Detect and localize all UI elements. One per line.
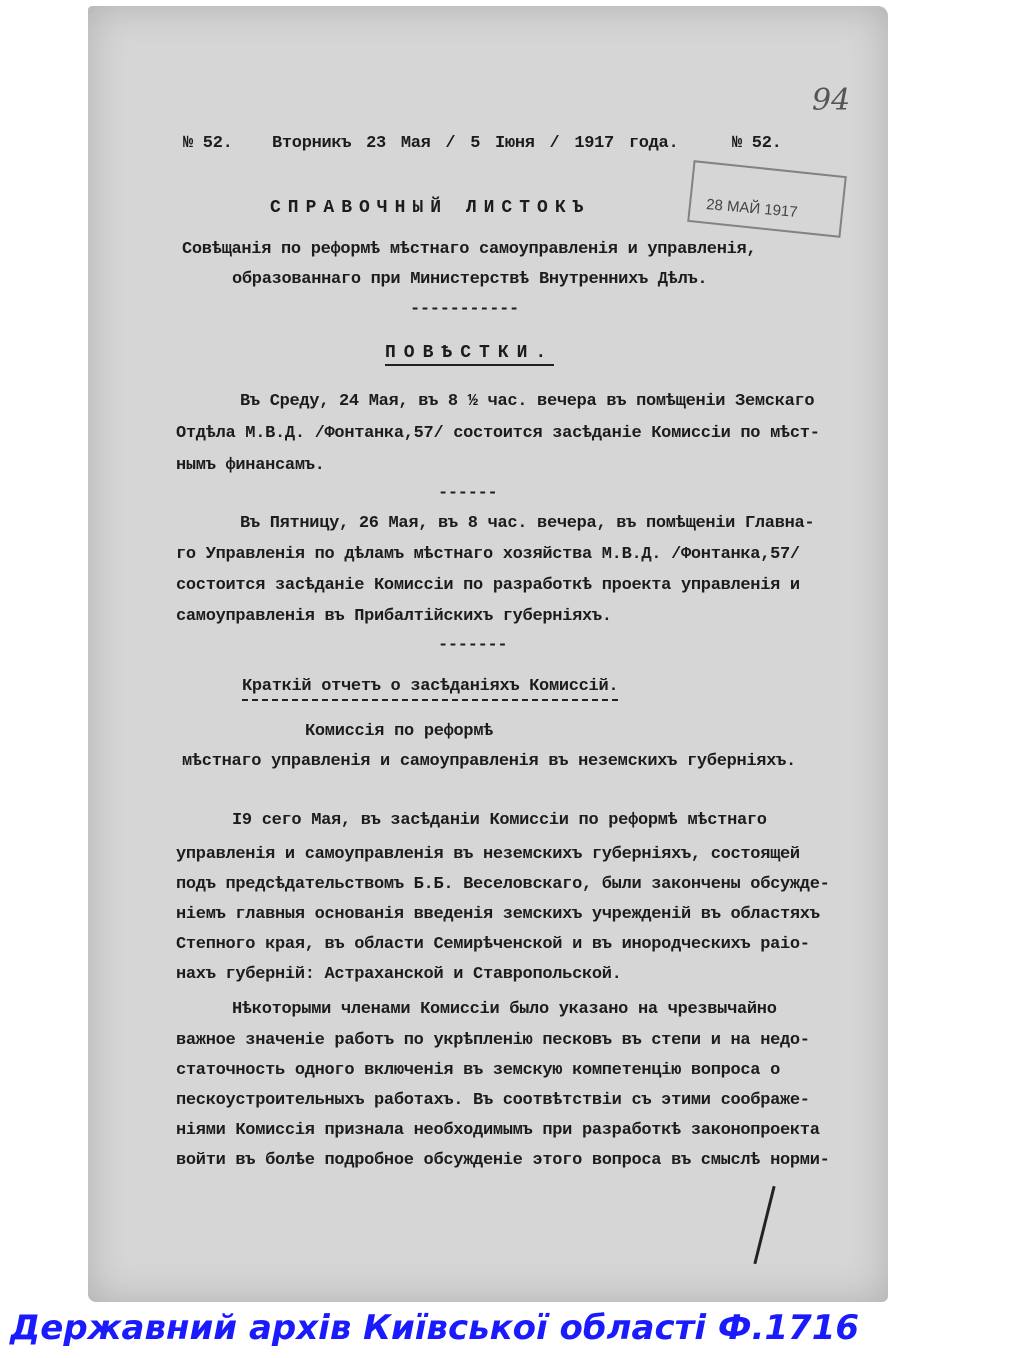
para1-line: нымъ финансамъ. — [176, 456, 325, 475]
subtitle-line-2: образованнаго при Министерствѣ Внутреннихъ Дѣлъ. — [232, 270, 708, 289]
para3-line: Степного края, въ области Семирѣченской и въ инородческихъ раіо- — [176, 935, 810, 954]
para2-line: самоуправленія въ Прибалтійскихъ губерніяхъ. — [176, 607, 612, 626]
document-title: СПРАВОЧНЫЙ ЛИСТОКЪ — [270, 198, 591, 218]
para2-line: состоится засѣданіе Комиссіи по разработкѣ проекта управленія и — [176, 576, 800, 595]
para4-line: войти въ болѣе подробное обсужденіе этого вопроса въ смыслѣ норми- — [176, 1151, 830, 1170]
issue-date: Вторникъ 23 Мая / 5 Іюня / 1917 года. — [272, 134, 679, 153]
para2-line: Въ Пятницу, 26 Мая, въ 8 час. вечера, въ помѣщеніи Главна- — [240, 514, 815, 533]
para2-line: го Управленія по дѣламъ мѣстнаго хозяйства М.В.Д. /Фонтанка,57/ — [176, 545, 800, 564]
para3-line: управленія и самоуправленія въ неземскихъ губерніяхъ, состоящей — [176, 845, 800, 864]
para1-line: Отдѣла М.В.Д. /Фонтанка,57/ состоится засѣданіе Комиссіи по мѣст- — [176, 424, 820, 443]
subtitle-line-1: Совѣщанія по реформѣ мѣстнаго самоуправленія и управленія, — [182, 240, 757, 259]
commission-title-line-2: мѣстнаго управленія и самоуправленія въ неземскихъ губерніяхъ. — [182, 752, 796, 771]
para1-line: Въ Среду, 24 Мая, въ 8 ½ час. вечера въ помѣщеніи Земскаго — [240, 392, 815, 411]
para3-line: I9 сего Мая, въ засѣданіи Комиссіи по реформѣ мѣстнаго — [232, 811, 767, 830]
divider: ------ — [438, 484, 498, 503]
issue-number-left: № 52. — [183, 134, 233, 153]
section-heading-agenda: ПОВѢСТКИ. — [385, 343, 554, 366]
para4-line: важное значеніе работъ по укрѣпленію песковъ въ степи и на недо- — [176, 1031, 810, 1050]
para4-line: ніями Комиссія признала необходимымъ при разработкѣ законопроекта — [176, 1121, 820, 1140]
divider: ----------- — [410, 300, 519, 319]
para3-line: нахъ губерній: Астраханской и Ставропольской. — [176, 965, 622, 984]
para4-line: пескоустроительныхъ работахъ. Въ соотвѣтствіи съ этими соображе- — [176, 1091, 810, 1110]
divider: ------- — [438, 636, 508, 655]
para4-line: статочность одного включенія въ земскую компетенцію вопроса о — [176, 1061, 781, 1080]
para4-line: Нѣкоторыми членами Комиссіи было указано на чрезвычайно — [232, 1000, 777, 1019]
page-number: 94 — [812, 83, 851, 118]
commission-title-line-1: Комиссія по реформѣ — [305, 722, 494, 741]
stamp-date: 28 МАЙ 1917 — [705, 196, 799, 221]
issue-number-right: № 52. — [732, 134, 782, 153]
para3-line: подъ предсѣдательствомъ Б.Б. Веселовскаго, были закончены обсужде- — [176, 875, 830, 894]
para3-line: ніемъ главныя основанія введенія земскихъ учрежденій въ областяхъ — [176, 905, 820, 924]
section-heading-report: Краткій отчетъ о засѣданіяхъ Комиссій. — [242, 677, 618, 701]
archive-caption: Державний архів Київської області Ф.1716 — [10, 1308, 860, 1348]
